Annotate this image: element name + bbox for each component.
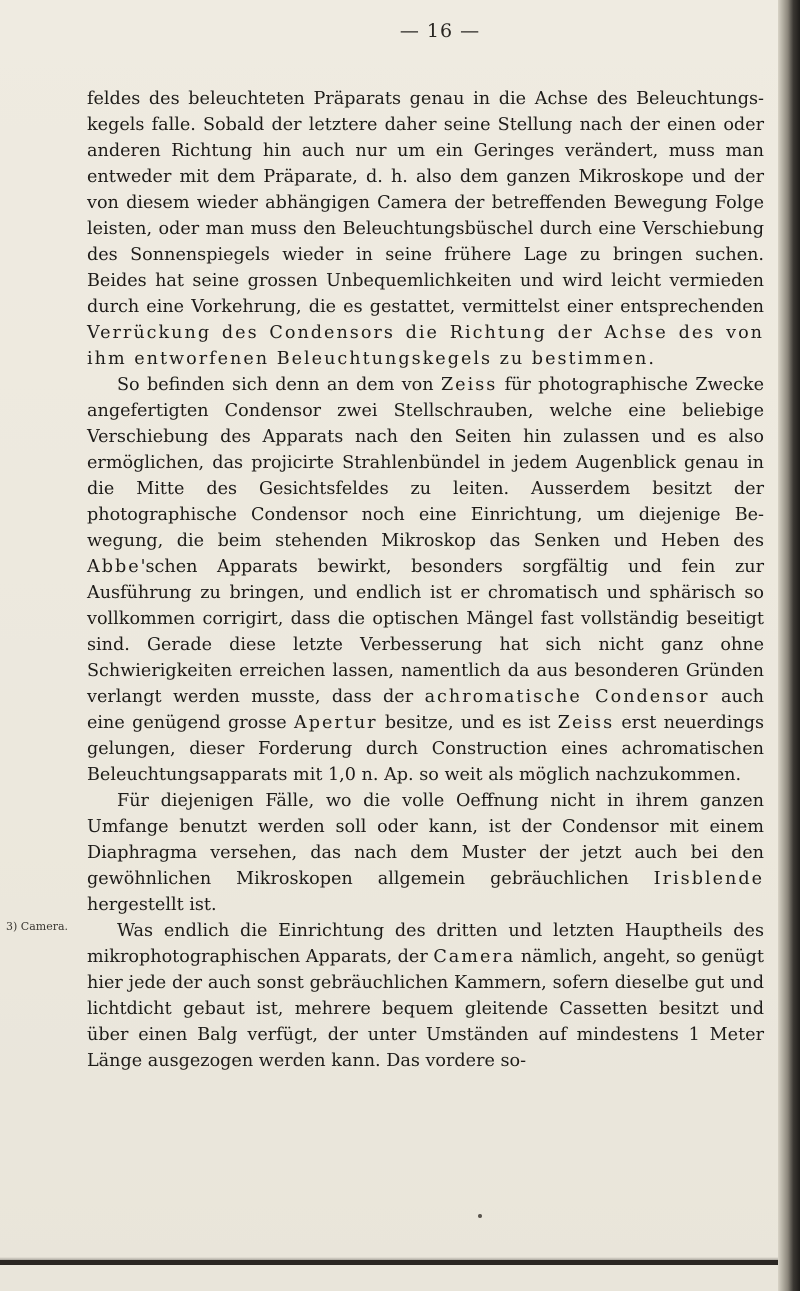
- paragraph-1: [87, 86, 764, 372]
- name-zeiss-2: Zeiss: [557, 713, 615, 733]
- emphasis-camera: Camera: [433, 947, 516, 967]
- emphasis-verrueckung: Verrückung des Condensors die Richtung der Achse des von ihm entworfenen Beleuchtungskegels zu bestimmen.: [87, 323, 764, 369]
- print-speck: [478, 1214, 482, 1218]
- paragraph-2-text-a: So befinden sich denn an dem von: [117, 375, 441, 395]
- paragraph-2-text-d: auch eine genügend grosse: [87, 687, 764, 733]
- paragraph-3-text-a: Für diejenigen Fälle, wo die volle Oeffnung nicht in ihrem ganzen Umfange benutzt werden soll oder kann, ist der Condensor mit einem Diaphragma versehen, das nach dem Muster der jetzt auch bei den gewöhnlichen Mikroskopen allgemein gebräuchlichen: [87, 791, 764, 889]
- emphasis-achromatic-condensor: achromatische Condensor: [424, 687, 710, 707]
- paragraph-2-text-b: für photographische Zwecke angefertigten Condensor zwei Stellschrauben, welche eine beliebige Verschiebung des Apparats nach den Seiten hin zulassen und es also ermöglichen, das projicirte Strahlenbündel in jedem Augenblick genau in die Mitte des Gesichtsfeldes zu leiten. Ausserdem besitzt der photographische Condensor noch eine Einrichtung, um diejenige Bewegung, die beim stehenden Mikroskop das Senken und Heben des: [87, 375, 764, 551]
- body-text: [87, 86, 764, 1074]
- paragraph-3-text-b: hergestellt ist.: [87, 895, 217, 915]
- name-abbe: Abbe: [87, 557, 141, 577]
- paragraph-1-text: feldes des beleuchteten Präparats genau in die Achse des Beleuchtungskegels falle. Sobald der letztere daher seine Stellung nach der einen oder anderen Richtung hin auch nur um ein Geringes verändert, muss man entweder mit dem Präparate, d. h. also dem ganzen Mikroskope und der von diesem wieder abhängigen Camera der betreffenden Bewegung Folge leisten, oder man muss den Beleuchtungsbüschel durch eine Verschiebung des Sonnenspiegels wieder in seine frühere Lage zu bringen suchen. Beides hat seine grossen Unbequemlichkeiten und wird leicht vermieden durch eine Vorkehrung, die es gestattet, vermittelst einer entsprechenden: [87, 89, 764, 317]
- book-spine-edge: [778, 0, 800, 1291]
- name-zeiss: Zeiss: [440, 375, 498, 395]
- emphasis-irisblende: Irisblende: [653, 869, 764, 889]
- paragraph-4-text-b: nämlich, angeht, so genügt hier jede der auch sonst gebräuchlichen Kammern, sofern dieselbe gut und lichtdicht gebaut ist, mehrere bequem gleitende Cassetten besitzt und über einen Balg verfügt, der unter Umständen auf mindestens 1 Meter Länge ausgezogen werden kann. Das vordere so-: [87, 947, 764, 1071]
- paragraph-2-text-f: erst neuerdings gelungen, dieser Forderung durch Construction eines achromatischen Beleuchtungsapparats mit 1,0 n. Ap. so weit als möglich nachzukommen.: [87, 713, 765, 785]
- emphasis-apertur: Apertur: [293, 713, 378, 733]
- page-bottom-edge: [0, 1260, 778, 1265]
- margin-note-camera: 3) Camera.: [6, 920, 69, 933]
- paragraph-2-text-c: 'schen Apparats bewirkt, besonders sorgfältig und fein zur Ausführung zu bringen, und endlich ist er chromatisch und sphärisch so vollkommen corrigirt, dass die optischen Mängel fast vollständig beseitigt sind. Gerade diese letzte Verbesserung hat sich nicht ganz ohne Schwierigkeiten erreichen lassen, namentlich da aus besonderen Gründen verlangt werden musste, dass der: [87, 557, 764, 707]
- paragraph-3: [87, 788, 764, 918]
- page-number: — 16 —: [399, 20, 481, 42]
- paragraph-2-text-e: besitze, und es ist: [377, 713, 558, 733]
- paragraph-2: [87, 372, 764, 788]
- paragraph-4: [87, 918, 764, 1074]
- paragraph-4-text-a: Was endlich die Einrichtung des dritten und letzten Hauptheils des mikrophotographischen Apparats, der: [87, 921, 764, 967]
